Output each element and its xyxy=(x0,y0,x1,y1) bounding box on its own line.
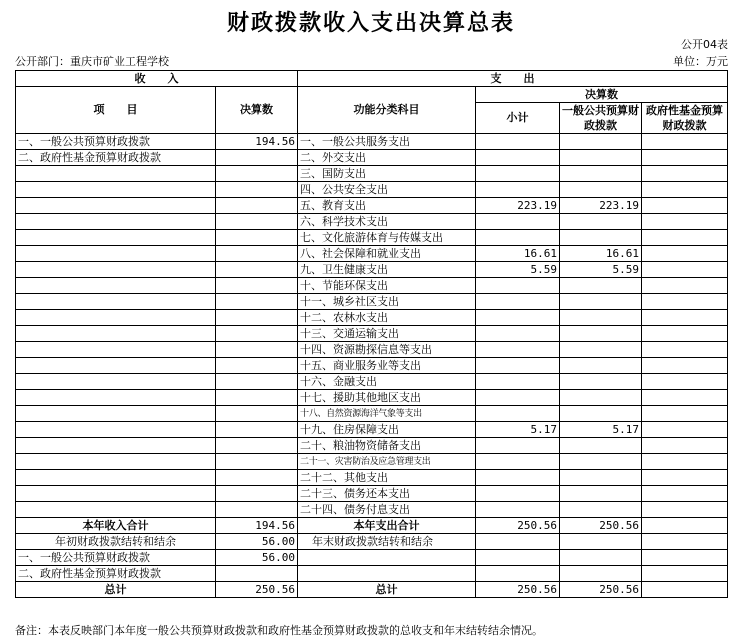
income-item xyxy=(16,422,216,438)
expense-subtotal xyxy=(476,182,560,198)
expense-general xyxy=(560,150,642,166)
expense-general xyxy=(560,182,642,198)
expense-item: 十九、住房保障支出 xyxy=(298,422,476,438)
department-label: 公开部门：重庆市矿业工程学校 xyxy=(15,55,169,68)
expense-item: 四、公共安全支出 xyxy=(298,182,476,198)
income-item xyxy=(16,438,216,454)
expense-general xyxy=(560,294,642,310)
grand-total-general: 250.56 xyxy=(560,582,642,598)
expense-subtotal xyxy=(476,278,560,294)
expense-total-label: 本年支出合计 xyxy=(298,518,476,534)
grand-total-subtotal: 250.56 xyxy=(476,582,560,598)
income-item xyxy=(16,390,216,406)
table-row xyxy=(16,246,728,262)
income-header: 收 入 xyxy=(16,71,298,87)
expense-subtotal xyxy=(476,502,560,518)
expense-fund xyxy=(642,486,728,502)
income-amount xyxy=(216,278,298,294)
income-amount xyxy=(216,406,298,422)
income-amount xyxy=(216,246,298,262)
expense-fund xyxy=(642,230,728,246)
income-amount xyxy=(216,326,298,342)
expense-item: 二十、粮油物资储备支出 xyxy=(298,438,476,454)
grand-total-expense-label: 总计 xyxy=(298,582,476,598)
expense-general xyxy=(560,342,642,358)
expense-general xyxy=(560,326,642,342)
expense-general xyxy=(560,374,642,390)
income-item xyxy=(16,166,216,182)
table-row xyxy=(16,134,728,150)
expense-total-general: 250.56 xyxy=(560,518,642,534)
income-amount xyxy=(216,166,298,182)
table-row xyxy=(16,390,728,406)
expense-fund xyxy=(642,422,728,438)
table-row xyxy=(16,150,728,166)
income-item xyxy=(16,182,216,198)
expense-item: 二十三、债务还本支出 xyxy=(298,486,476,502)
income-amount xyxy=(216,262,298,278)
expense-fund xyxy=(642,470,728,486)
income-item xyxy=(16,502,216,518)
expense-fund xyxy=(642,358,728,374)
expense-subtotal xyxy=(476,374,560,390)
carry-fund-label: 二、政府性基金预算财政拨款 xyxy=(16,566,216,582)
general-budget-header: 一般公共预算财政拨款 xyxy=(560,103,642,134)
expense-subtotal: 223.19 xyxy=(476,198,560,214)
expense-subtotal xyxy=(476,294,560,310)
income-item xyxy=(16,470,216,486)
expense-subtotal xyxy=(476,134,560,150)
item-header: 项 目 xyxy=(16,87,216,134)
table-code: 公开04表 xyxy=(681,38,728,51)
func-category-header: 功能分类科目 xyxy=(298,87,476,134)
expense-item: 十八、自然资源海洋气象等支出 xyxy=(298,406,476,422)
expense-subtotal xyxy=(476,230,560,246)
expense-general xyxy=(560,390,642,406)
expense-subtotal xyxy=(476,358,560,374)
table-row xyxy=(16,454,728,470)
carry-begin-label: 年初财政拨款结转和结余 xyxy=(16,534,216,550)
expense-item: 十四、资源勘探信息等支出 xyxy=(298,342,476,358)
unit-label: 单位：万元 xyxy=(673,55,728,68)
expense-total-fund xyxy=(642,518,728,534)
income-amount xyxy=(216,486,298,502)
gov-fund-header: 政府性基金预算财政拨款 xyxy=(642,103,728,134)
income-item xyxy=(16,230,216,246)
expense-subtotal: 16.61 xyxy=(476,246,560,262)
income-amount xyxy=(216,230,298,246)
expense-item: 十一、城乡社区支出 xyxy=(298,294,476,310)
table-row xyxy=(16,326,728,342)
carry-general-row xyxy=(16,550,728,566)
carry-fund-row xyxy=(16,566,728,582)
total-row xyxy=(16,518,728,534)
expense-fund xyxy=(642,326,728,342)
expense-general: 5.17 xyxy=(560,422,642,438)
carry-row xyxy=(16,534,728,550)
income-amount xyxy=(216,182,298,198)
budget-summary-table xyxy=(15,70,728,598)
income-item: 二、政府性基金预算财政拨款 xyxy=(16,150,216,166)
income-amount xyxy=(216,198,298,214)
expense-general xyxy=(560,438,642,454)
income-item xyxy=(16,198,216,214)
table-row xyxy=(16,294,728,310)
amount-header: 决算数 xyxy=(216,87,298,134)
table-row xyxy=(16,262,728,278)
expense-item: 八、社会保障和就业支出 xyxy=(298,246,476,262)
expense-fund xyxy=(642,390,728,406)
header-row-section xyxy=(16,71,728,87)
grand-total-label: 总计 xyxy=(16,582,216,598)
footnote: 备注：本表反映部门本年度一般公共预算财政拨款和政府性基金预算财政拨款的总收支和年末结转结余情况。 xyxy=(15,624,543,637)
expense-general xyxy=(560,502,642,518)
expense-general: 223.19 xyxy=(560,198,642,214)
expense-general: 16.61 xyxy=(560,246,642,262)
expense-subtotal xyxy=(476,166,560,182)
grand-total-row xyxy=(16,582,728,598)
expense-general xyxy=(560,454,642,470)
expense-item: 六、科学技术支出 xyxy=(298,214,476,230)
expense-fund xyxy=(642,246,728,262)
income-item xyxy=(16,310,216,326)
expense-subtotal xyxy=(476,342,560,358)
expense-general: 5.59 xyxy=(560,262,642,278)
income-item xyxy=(16,486,216,502)
expense-subtotal xyxy=(476,454,560,470)
expense-item: 十六、金融支出 xyxy=(298,374,476,390)
carry-general-label: 一、一般公共预算财政拨款 xyxy=(16,550,216,566)
expense-fund xyxy=(642,262,728,278)
table-row xyxy=(16,358,728,374)
expense-general xyxy=(560,310,642,326)
expense-general xyxy=(560,486,642,502)
expense-fund xyxy=(642,502,728,518)
expense-item: 二十一、灾害防治及应急管理支出 xyxy=(298,454,476,470)
expense-total-subtotal: 250.56 xyxy=(476,518,560,534)
report-title: 财政拨款收入支出决算总表 xyxy=(226,10,515,36)
table-row xyxy=(16,198,728,214)
income-item: 一、一般公共预算财政拨款 xyxy=(16,134,216,150)
expense-fund xyxy=(642,438,728,454)
table-row xyxy=(16,342,728,358)
income-item xyxy=(16,358,216,374)
expense-general xyxy=(560,278,642,294)
table-row xyxy=(16,406,728,422)
table-row xyxy=(16,502,728,518)
final-amount-header: 决算数 xyxy=(476,87,728,103)
income-amount xyxy=(216,470,298,486)
income-amount xyxy=(216,214,298,230)
expense-fund xyxy=(642,374,728,390)
expense-general xyxy=(560,406,642,422)
expense-subtotal xyxy=(476,438,560,454)
income-amount xyxy=(216,342,298,358)
income-item xyxy=(16,214,216,230)
expense-item: 十五、商业服务业等支出 xyxy=(298,358,476,374)
expense-fund xyxy=(642,150,728,166)
expense-item: 十、节能环保支出 xyxy=(298,278,476,294)
expense-fund xyxy=(642,342,728,358)
expense-subtotal: 5.59 xyxy=(476,262,560,278)
expense-fund xyxy=(642,454,728,470)
income-amount xyxy=(216,358,298,374)
table-row xyxy=(16,166,728,182)
expense-subtotal: 5.17 xyxy=(476,422,560,438)
table-row xyxy=(16,310,728,326)
income-item xyxy=(16,262,216,278)
expense-item: 二十二、其他支出 xyxy=(298,470,476,486)
expense-fund xyxy=(642,214,728,230)
expense-item: 九、卫生健康支出 xyxy=(298,262,476,278)
expense-fund xyxy=(642,166,728,182)
expense-item: 七、文化旅游体育与传媒支出 xyxy=(298,230,476,246)
header-row-columns xyxy=(16,87,728,103)
expense-subtotal xyxy=(476,470,560,486)
table-row xyxy=(16,486,728,502)
expense-fund xyxy=(642,198,728,214)
expense-fund xyxy=(642,182,728,198)
expense-general xyxy=(560,230,642,246)
expense-general xyxy=(560,470,642,486)
income-amount xyxy=(216,422,298,438)
expense-item: 十二、农林水支出 xyxy=(298,310,476,326)
expense-item: 十三、交通运输支出 xyxy=(298,326,476,342)
expense-subtotal xyxy=(476,406,560,422)
table-row xyxy=(16,422,728,438)
income-item xyxy=(16,342,216,358)
carry-begin-value: 56.00 xyxy=(216,534,298,550)
income-amount xyxy=(216,294,298,310)
income-item xyxy=(16,326,216,342)
expense-item: 十七、援助其他地区支出 xyxy=(298,390,476,406)
grand-total-income: 250.56 xyxy=(216,582,298,598)
expense-subtotal xyxy=(476,390,560,406)
expense-header: 支 出 xyxy=(298,71,728,87)
income-amount xyxy=(216,310,298,326)
expense-subtotal xyxy=(476,310,560,326)
table-row xyxy=(16,230,728,246)
expense-item: 二十四、债务付息支出 xyxy=(298,502,476,518)
expense-general xyxy=(560,134,642,150)
income-amount xyxy=(216,374,298,390)
carry-end-label: 年末财政拨款结转和结余 xyxy=(298,534,476,550)
expense-subtotal xyxy=(476,150,560,166)
income-item xyxy=(16,454,216,470)
expense-subtotal xyxy=(476,486,560,502)
income-amount xyxy=(216,390,298,406)
income-item xyxy=(16,294,216,310)
expense-fund xyxy=(642,406,728,422)
income-total-label: 本年收入合计 xyxy=(16,518,216,534)
expense-subtotal xyxy=(476,326,560,342)
income-total-value: 194.56 xyxy=(216,518,298,534)
income-item xyxy=(16,246,216,262)
expense-item: 一、一般公共服务支出 xyxy=(298,134,476,150)
table-row xyxy=(16,438,728,454)
income-amount xyxy=(216,438,298,454)
subtotal-header: 小计 xyxy=(476,103,560,134)
expense-general xyxy=(560,358,642,374)
expense-fund xyxy=(642,278,728,294)
expense-item: 三、国防支出 xyxy=(298,166,476,182)
income-amount xyxy=(216,150,298,166)
carry-general-value: 56.00 xyxy=(216,550,298,566)
table-row xyxy=(16,182,728,198)
expense-fund xyxy=(642,134,728,150)
income-amount xyxy=(216,454,298,470)
income-amount xyxy=(216,502,298,518)
income-item xyxy=(16,278,216,294)
expense-item: 五、教育支出 xyxy=(298,198,476,214)
expense-general xyxy=(560,214,642,230)
table-row xyxy=(16,374,728,390)
table-row xyxy=(16,278,728,294)
income-item xyxy=(16,374,216,390)
table-row xyxy=(16,470,728,486)
expense-fund xyxy=(642,310,728,326)
table-row xyxy=(16,214,728,230)
expense-fund xyxy=(642,294,728,310)
expense-general xyxy=(560,166,642,182)
expense-subtotal xyxy=(476,214,560,230)
income-amount: 194.56 xyxy=(216,134,298,150)
income-item xyxy=(16,406,216,422)
expense-item: 二、外交支出 xyxy=(298,150,476,166)
